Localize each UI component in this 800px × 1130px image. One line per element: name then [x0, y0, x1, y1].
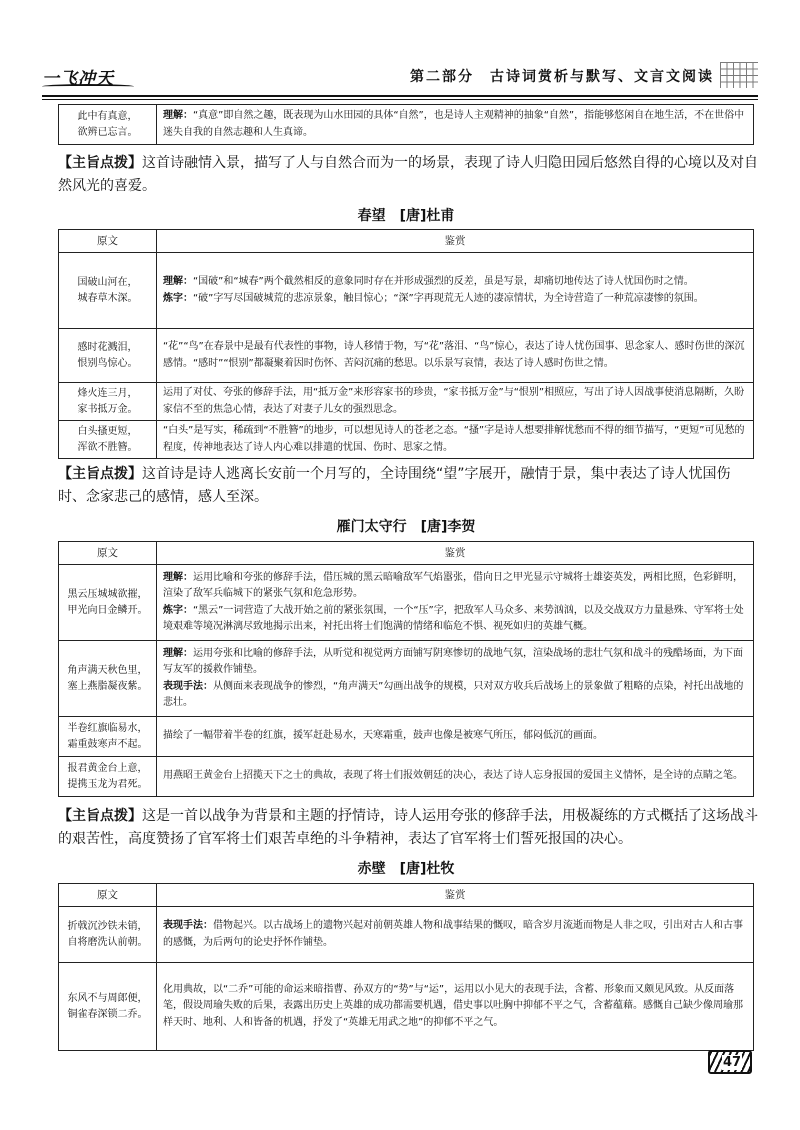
appreciation-cell: [157, 565, 754, 641]
appreciation-text: 运用比喻和夸张的修辞手法，借压城的黑云暗喻敌军气焰嚣张，借向日之甲光显示守城将士雄姿英发，两相比照，色彩鲜明，渲染了敌军兵临城下的紧张气氛和危急形势。: [163, 571, 743, 599]
appreciation-text: “黑云”一词营造了大战开始之前的紧张氛围，一个“压”字，把敌军人马众多、来势汹汹，以及交战双方力量悬殊、守军将士处境艰难等境况淋漓尽致地揭示出来，衬托出将士们饱满的情绪和临危不惧、视死如归的英雄气概。: [163, 604, 744, 632]
original-line: 家书抵万金。: [77, 403, 138, 415]
appreciation-item: [163, 570, 747, 603]
summary-2: [58, 463, 758, 509]
appreciation-item: [163, 291, 747, 308]
table-header-row: [59, 230, 754, 253]
brand-swoosh-icon: [42, 84, 134, 89]
original-cell: [59, 963, 157, 1051]
poem-title: 赤壁 [唐]杜牧: [357, 861, 455, 877]
table-row: [59, 963, 754, 1051]
summary-tag: 【主旨点拨】: [58, 808, 142, 824]
poem-title: 雁门太守行 [唐]李贺: [336, 519, 476, 535]
original-line: 国破山河在，: [77, 276, 138, 288]
page-number-badge: [708, 1046, 754, 1074]
appreciation-item: [163, 646, 747, 679]
original-line: 折戟沉沙铁未销，: [67, 920, 148, 932]
summary-tag: 【主旨点拨】: [58, 466, 142, 482]
table-header-row: [59, 542, 754, 565]
original-cell: [59, 565, 157, 641]
original-cell: [59, 421, 157, 459]
table-row: [59, 717, 754, 757]
appreciation-cell: [157, 907, 754, 963]
original-line: 城春草木深。: [77, 292, 138, 304]
original-line: 铜雀春深锁二乔。: [67, 1008, 148, 1020]
column-header-original: 原文: [59, 884, 157, 907]
appreciation-text: 借物起兴。以古战场上的遗物兴起对前朝英雄人物和战事结果的慨叹，暗含岁月流逝而物是人非之叹，引出对古人和古事的感慨，为后两句的论史抒怀作铺垫。: [163, 920, 743, 948]
original-line: 塞上燕脂凝夜紫。: [67, 680, 148, 692]
table-row: [59, 329, 754, 383]
table-row: [59, 907, 754, 963]
table-row: [59, 565, 754, 641]
appreciation-text: 从侧面来表现战争的惨烈，“角声满天”勾画出战争的规模，只对双方收兵后战场上的景象做了粗略的点染，衬托出战地的悲壮。: [163, 680, 744, 708]
original-cell: [59, 253, 157, 329]
page-header: [42, 62, 758, 90]
appreciation-cell: [157, 383, 754, 421]
table-row: [59, 641, 754, 717]
appreciation-text: 运用夸张和比喻的修辞手法，从听觉和视觉两方面铺写阴寒惨切的战地气氛，渲染战场的悲壮气氛和战斗的残酷场面，为下面写友军的援救作铺垫。: [163, 647, 743, 675]
original-cell: [59, 641, 157, 717]
label: 炼字：: [163, 604, 193, 616]
appreciation-text: 化用典故，以“二乔”可能的命运来暗指曹、孙双方的“势”与“运”，运用以小见大的表现手法，含蓄、形象而又颇见风致。从反面落笔，假设周瑜失败的后果，表露出历史上英雄的成功都需要机遇，借史事以吐胸中抑郁不平之气，含蓄蕴藉。感慨自己缺少像周瑜那样天时、地利、人和皆备的机遇，抒发了“英雄无用武之地”的抑郁不平之气。: [163, 983, 743, 1028]
header-rule-thin: [42, 99, 758, 100]
appreciation-cell: [157, 329, 754, 383]
summary-3: [58, 805, 758, 851]
summary-text: 这首诗是诗人逃离长安前一个月写的，全诗围绕“望”字展开，融情于景，集中表达了诗人忧国伤时、念家悲己的感情，感人至深。: [58, 466, 731, 505]
label: 理解：: [163, 647, 193, 659]
table-row: [59, 383, 754, 421]
appreciation-cell: [157, 757, 754, 797]
appreciation-cell: [157, 253, 754, 329]
original-line: 黑云压城城欲摧，: [67, 588, 148, 600]
appreciation-item: [163, 603, 747, 636]
summary-text: 这首诗融情入景，描写了人与自然合而为一的场景，表现了诗人归隐田园后悠然自得的心境以及对自然风光的喜爱。: [58, 155, 758, 194]
original-line: 东风不与周郎便，: [67, 992, 148, 1004]
summary-text: 这是一首以战争为背景和主题的抒情诗，诗人运用夸张的修辞手法，用极凝练的方式概括了这场战斗的艰苦性，高度赞扬了官军将士们艰苦卓绝的斗争精神，表达了官军将士们誓死报国的决心。: [58, 808, 758, 847]
label: 理解：: [163, 110, 193, 121]
column-header-appreciation: 鉴赏: [157, 542, 754, 565]
appreciation-item: [163, 274, 747, 291]
top-table: [58, 104, 754, 145]
appreciation-cell: [157, 421, 754, 459]
poem2-table: [58, 541, 754, 797]
appreciation-text: 描绘了一幅带着半卷的红旗，援军赶赴易水，天寒霜重，鼓声也像是被寒气所压，郁闷低沉的画面。: [163, 730, 603, 742]
appreciation-cell: [157, 641, 754, 717]
label: 理解：: [163, 276, 193, 287]
appreciation-cell: [157, 717, 754, 757]
appreciation-item: [163, 679, 747, 712]
table-row: [59, 253, 754, 329]
original-line: 自将磨洗认前朝。: [67, 936, 148, 948]
original-line: 欲辨已忘言。: [77, 126, 138, 138]
table-header-row: [59, 884, 754, 907]
appreciation-text: “白头”是写实，稀疏到“不胜簪”的地步，可以想见诗人的苍老之态。“搔”字是诗人想要排解忧愁而不得的细节描写，“更短”可见愁的程度，传神地表达了诗人内心难以排遣的忧国、伤时、思家之情。: [163, 425, 745, 453]
header-rule: [42, 95, 758, 97]
appreciation-cell: [157, 105, 754, 145]
original-line: 报君黄金台上意，: [67, 762, 148, 774]
appreciation-text: “国破”和“城春”两个截然相反的意象同时存在并形成强烈的反差，虽是写景，却痛切地传达了诗人忧国伤时之情。: [193, 276, 694, 287]
poem-title: 春望 [唐]杜甫: [357, 208, 455, 224]
original-cell: [59, 383, 157, 421]
original-cell: [59, 757, 157, 797]
appreciation-text: “花”“鸟”在春景中是最有代表性的事物，诗人移情于物，写“花”落泪、“鸟”惊心，表达了诗人忧伤国事、思念家人、感时伤世的深沉感情。“感时”“恨别”都凝聚着因时伤怀、苦闷沉痛的愁思。以乐景写哀情，表达了诗人感时伤世之情。: [163, 341, 745, 369]
original-line: 提携玉龙为君死。: [67, 778, 148, 790]
label: 炼字：: [163, 292, 193, 304]
original-line: 此中有真意，: [77, 110, 138, 122]
appreciation-text: 用燕昭王黄金台上招揽天下之士的典故，表现了将士们报效朝廷的决心，表达了诗人忘身报国的爱国主义情怀，是全诗的点睛之笔。: [163, 770, 743, 782]
column-header-original: 原文: [59, 230, 157, 253]
summary-tag: 【主旨点拨】: [58, 155, 142, 171]
table-row: [59, 105, 754, 145]
appreciation-cell: [157, 963, 754, 1051]
original-line: 烽火连三月，: [77, 387, 138, 399]
column-header-appreciation: 鉴赏: [157, 884, 754, 907]
section-title: 第二部分 古诗词赏析与默写、文言文阅读: [410, 69, 714, 85]
appreciation-text: “真意”即自然之趣，既表现为山水田园的具体“自然”，也是诗人主观精神的抽象“自然”，指能够悠闲自在地生活，不在世俗中迷失自我的自然志趣和人生真谛。: [163, 110, 745, 138]
label: 表现手法：: [163, 680, 213, 692]
original-line: 角声满天秋色里，: [67, 664, 148, 676]
column-header-original: 原文: [59, 542, 157, 565]
column-header-appreciation: 鉴赏: [157, 230, 754, 253]
original-line: 恨别鸟惊心。: [77, 357, 138, 369]
poem1-table: [58, 229, 754, 459]
table-row: [59, 757, 754, 797]
original-line: 感时花溅泪，: [77, 341, 138, 353]
original-line: 霜重鼓寒声不起。: [67, 738, 148, 750]
original-line: 浑欲不胜簪。: [77, 441, 138, 453]
original-cell: [59, 105, 157, 145]
original-line: 半卷红旗临易水，: [67, 722, 148, 734]
table-row: [59, 421, 754, 459]
original-cell: [59, 717, 157, 757]
original-line: 白头搔更短，: [77, 425, 138, 437]
appreciation-text: 运用了对仗、夸张的修辞手法，用“抵万金”来形容家书的珍贵，“家书抵万金”与“恨别”相照应，写出了诗人因战事使消息隔断，久盼家信不至的焦急心情，表达了对妻子儿女的强烈思念。: [163, 387, 745, 415]
original-cell: [59, 329, 157, 383]
summary-1: [58, 152, 758, 198]
appreciation-text: “破”字写尽国破城荒的悲凉景象，触目惊心；“深”字再现荒无人迹的凄凉情状，为全诗营造了一种荒凉凄惨的氛围。: [193, 292, 704, 304]
grid-decoration-icon: [720, 62, 758, 88]
label: 表现手法：: [163, 920, 213, 931]
label: 理解：: [163, 571, 193, 583]
page-number: 47: [723, 1055, 742, 1070]
original-cell: [59, 907, 157, 963]
poem3-table: [58, 883, 754, 1051]
original-line: 甲光向日金鳞开。: [67, 604, 148, 616]
brand-logo: 一飞冲天: [42, 69, 114, 89]
